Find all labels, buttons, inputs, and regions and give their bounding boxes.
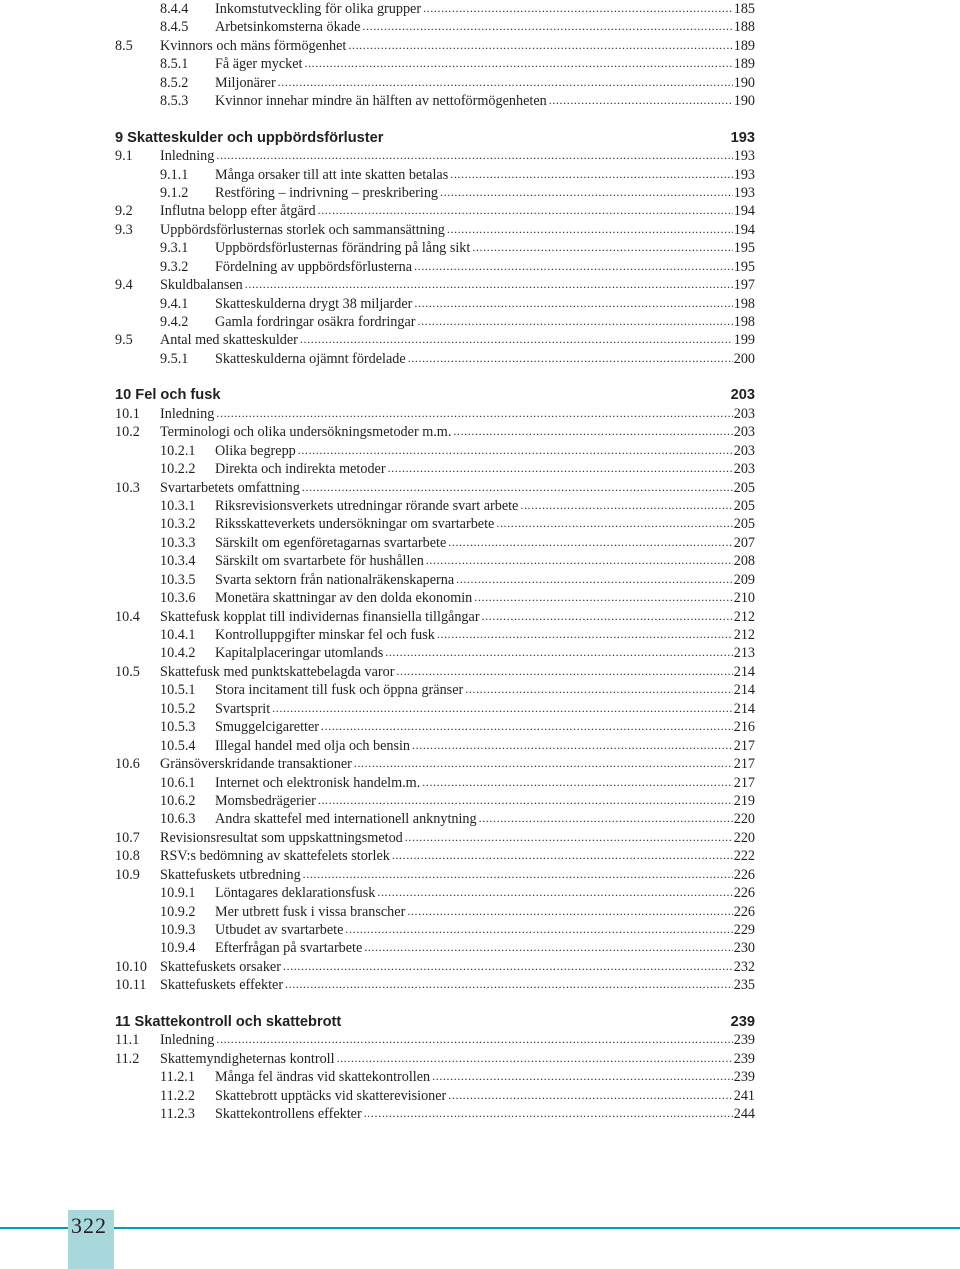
section-number: 10.9.1	[160, 885, 196, 902]
section-title: Olika begrepp	[215, 442, 296, 459]
section-page: 213	[733, 645, 755, 662]
section-page: 220	[733, 829, 755, 846]
toc-subsection-entry	[115, 442, 755, 460]
section-title: Internet och elektronisk handelm.m.	[215, 774, 421, 791]
section-number: 10.3.4	[160, 553, 196, 570]
section-number: 10.3	[115, 479, 140, 496]
section-title: Riksskatteverkets undersökningar om svartarbete	[215, 516, 495, 533]
section-page: 209	[733, 571, 755, 588]
section-page: 207	[733, 534, 755, 551]
section-number: 9.1	[115, 148, 133, 165]
section-number: 11.2.3	[160, 1105, 195, 1122]
section-page: 197	[733, 277, 755, 294]
toc-section-entry	[115, 331, 755, 349]
toc-subsection-entry	[115, 718, 755, 736]
table-of-contents	[115, 0, 755, 1123]
section-title: Riksrevisionsverkets utredningar rörande svart arbete	[215, 497, 519, 514]
section-title: Efterfrågan på svartarbete	[215, 940, 363, 957]
section-number: 10.6.2	[160, 792, 196, 809]
section-title: Många orsaker till att inte skatten betalas	[215, 166, 449, 183]
toc-subsection-entry	[115, 903, 755, 921]
dot-leader	[272, 699, 733, 717]
dot-leader	[345, 920, 732, 938]
section-title: Utbudet av svartarbete	[215, 922, 344, 938]
toc-section-entry	[115, 479, 755, 497]
dot-leader	[437, 625, 733, 643]
dot-leader	[440, 183, 733, 201]
section-page: 188	[733, 19, 755, 36]
section-page: 212	[733, 608, 755, 625]
dot-leader	[278, 73, 733, 91]
section-number: 10.6	[115, 756, 140, 773]
dot-leader	[479, 809, 733, 827]
section-title: Andra skattefel med internationell anknytning	[215, 811, 477, 828]
dot-leader	[450, 165, 732, 183]
section-number: 9.3	[115, 221, 133, 238]
section-title: Få äger mycket	[215, 56, 303, 73]
section-page: 185	[733, 1, 755, 17]
section-page: 195	[733, 258, 755, 275]
dot-leader	[348, 36, 732, 54]
section-title: Skattefuskets orsaker	[160, 958, 281, 975]
dot-leader	[465, 680, 732, 698]
dot-leader	[447, 220, 733, 238]
section-number: 10.1	[115, 405, 140, 422]
section-page: 203	[733, 442, 755, 459]
toc-subsection-entry	[115, 626, 755, 644]
page-number: 322	[71, 1213, 107, 1238]
toc-section-entry	[115, 202, 755, 220]
dot-leader	[418, 312, 733, 330]
toc-section-entry	[115, 37, 755, 55]
section-number: 10.8	[115, 848, 140, 865]
section-title: Svartsprit	[215, 700, 271, 717]
toc-subsection-entry	[115, 295, 755, 313]
dot-leader	[408, 349, 733, 367]
section-title: Gränsöverskridande transaktioner	[160, 756, 352, 773]
section-title: Skuldbalansen	[160, 277, 243, 294]
dot-leader	[245, 275, 733, 293]
section-number: 9.5.1	[160, 350, 189, 367]
section-page: 219	[733, 792, 755, 809]
section-title: Skatteskulderna ojämnt fördelade	[215, 350, 406, 367]
section-number: 10.5.4	[160, 737, 196, 754]
section-page: 241	[733, 1087, 755, 1104]
toc-subsection-entry	[115, 921, 755, 939]
section-page: 189	[733, 37, 755, 54]
toc-subsection-entry	[115, 1105, 755, 1123]
section-title: Revisionsresultat som uppskattningsmetod	[160, 829, 403, 846]
toc-subsection-entry	[115, 589, 755, 607]
dot-leader	[474, 588, 732, 606]
section-page: 189	[733, 56, 755, 73]
toc-section-entry	[115, 147, 755, 165]
dot-leader	[407, 902, 732, 920]
toc-subsection-entry	[115, 1068, 755, 1086]
section-number: 9.4.1	[160, 295, 189, 312]
section-title: Svarta sektorn från nationalräkenskaperna	[215, 571, 455, 588]
toc-subsection-entry	[115, 239, 755, 257]
section-number: 9.4	[115, 277, 133, 294]
toc-section-entry	[115, 608, 755, 626]
chapter-title: 11 Skattekontroll och skattebrott	[115, 1013, 342, 1030]
section-title: Inledning	[160, 405, 215, 422]
dot-leader	[364, 1104, 733, 1122]
section-title: Skatteskulderna drygt 38 miljarder	[215, 295, 413, 312]
section-page: 205	[733, 497, 755, 514]
section-title: Stora incitament till fusk och öppna gränser	[215, 682, 464, 699]
section-page: 235	[733, 977, 755, 994]
section-number: 10.3.6	[160, 590, 196, 607]
section-title: Kontrolluppgifter minskar fel och fusk	[215, 627, 435, 643]
toc-section-entry	[115, 423, 755, 441]
section-number: 10.10	[115, 958, 147, 975]
dot-leader	[423, 0, 733, 17]
dot-leader	[216, 404, 732, 422]
section-title: Skattefusk kopplat till individernas finansiella tillgångar	[160, 608, 480, 625]
toc-section-entry	[115, 663, 755, 681]
dot-leader	[304, 54, 732, 72]
toc-subsection-entry	[115, 571, 755, 589]
chapter-page: 203	[730, 387, 755, 404]
section-page: 210	[733, 590, 755, 607]
section-title: Skattefuskets utbredning	[160, 866, 301, 883]
section-number: 8.5	[115, 37, 133, 54]
dot-leader	[285, 975, 733, 993]
dot-leader	[321, 717, 733, 735]
section-number: 8.5.2	[160, 74, 189, 91]
footer-rule	[0, 1227, 960, 1229]
section-page: 214	[733, 663, 755, 680]
dot-leader	[337, 1049, 733, 1067]
section-title: Monetära skattningar av den dolda ekonomin	[215, 590, 473, 607]
dot-leader	[456, 570, 733, 588]
section-page: 239	[733, 1050, 755, 1067]
section-title: Svartarbetets omfattning	[160, 479, 300, 496]
dot-leader	[354, 754, 733, 772]
section-page: 193	[733, 184, 755, 201]
section-title: Terminologi och olika undersökningsmetoder m.m.	[160, 424, 452, 441]
chapter-page: 193	[730, 129, 755, 146]
toc-subsection-entry	[115, 92, 755, 110]
section-title: Kapitalplaceringar utomlands	[215, 645, 384, 662]
toc-section-entry	[115, 405, 755, 423]
section-number: 10.5.2	[160, 700, 196, 717]
section-title: Fördelning av uppbördsförlusterna	[215, 258, 413, 275]
section-page: 193	[733, 148, 755, 165]
toc-subsection-entry	[115, 313, 755, 331]
section-number: 11.2.1	[160, 1069, 195, 1086]
section-page: 214	[733, 682, 755, 699]
dot-leader	[396, 662, 732, 680]
dot-leader	[448, 1086, 732, 1104]
section-title: Löntagares deklarationsfusk	[215, 885, 376, 902]
section-number: 10.2	[115, 424, 140, 441]
section-title: Antal med skatteskulder	[160, 332, 298, 349]
dot-leader	[364, 938, 732, 956]
section-number: 9.5	[115, 332, 133, 349]
toc-subsection-entry	[115, 552, 755, 570]
section-title: Inkomstutveckling för olika grupper	[215, 1, 422, 17]
dot-leader	[392, 846, 733, 864]
section-number: 9.1.2	[160, 184, 189, 201]
section-page: 220	[733, 811, 755, 828]
section-number: 9.3.1	[160, 240, 189, 257]
dot-leader	[298, 441, 733, 459]
section-page: 217	[733, 756, 755, 773]
section-number: 8.5.1	[160, 56, 189, 73]
section-title: Influtna belopp efter åtgärd	[160, 203, 316, 220]
toc-subsection-entry	[115, 74, 755, 92]
section-page: 226	[733, 866, 755, 883]
section-title: Smuggelcigaretter	[215, 719, 320, 736]
section-page: 244	[733, 1105, 755, 1122]
dot-leader	[388, 459, 733, 477]
toc-subsection-entry	[115, 774, 755, 792]
section-number: 11.2	[115, 1050, 140, 1067]
section-title: Särskilt om egenföretagarnas svartarbete	[215, 534, 447, 551]
section-title: RSV:s bedömning av skattefelets storlek	[160, 848, 390, 865]
toc-subsection-entry	[115, 460, 755, 478]
section-number: 10.3.1	[160, 497, 196, 514]
dot-leader	[318, 791, 733, 809]
section-number: 10.5.3	[160, 719, 196, 736]
section-page: 217	[733, 774, 755, 791]
section-title: Många fel ändras vid skattekontrollen	[215, 1069, 431, 1086]
section-page: 203	[733, 424, 755, 441]
section-number: 8.4.4	[160, 1, 189, 17]
section-number: 10.3.5	[160, 571, 196, 588]
section-title: Illegal handel med olja och bensin	[215, 737, 411, 754]
chapter-heading	[115, 129, 755, 147]
dot-leader	[385, 643, 732, 661]
section-page: 203	[733, 461, 755, 478]
section-page: 217	[733, 737, 755, 754]
toc-subsection-entry	[115, 55, 755, 73]
toc-subsection-entry	[115, 1087, 755, 1105]
section-page: 239	[733, 1069, 755, 1086]
section-number: 8.4.5	[160, 19, 189, 36]
section-page: 193	[733, 166, 755, 183]
section-page: 232	[733, 958, 755, 975]
section-title: Kvinnors och mäns förmögenhet	[160, 37, 347, 54]
section-page: 194	[733, 203, 755, 220]
section-number: 10.4	[115, 608, 140, 625]
toc-section-entry	[115, 847, 755, 865]
dot-leader	[520, 496, 732, 514]
section-title: Skattemyndigheternas kontroll	[160, 1050, 335, 1067]
section-page: 212	[733, 627, 755, 643]
toc-subsection-entry	[115, 681, 755, 699]
toc-subsection-entry	[115, 515, 755, 533]
toc-subsection-entry	[115, 166, 755, 184]
section-title: Skattefusk med punktskattebelagda varor	[160, 663, 395, 680]
section-number: 10.3.2	[160, 516, 196, 533]
section-number: 10.7	[115, 829, 140, 846]
dot-leader	[414, 257, 733, 275]
section-page: 190	[733, 74, 755, 91]
dot-leader	[216, 1030, 732, 1048]
chapter-heading	[115, 1013, 755, 1031]
section-title: Kvinnor innehar mindre än hälften av nettoförmögenheten	[215, 93, 547, 110]
section-number: 9.1.1	[160, 166, 189, 183]
toc-subsection-entry	[115, 350, 755, 368]
toc-subsection-entry	[115, 534, 755, 552]
dot-leader	[422, 773, 732, 791]
section-page: 229	[733, 922, 755, 938]
section-number: 10.2.1	[160, 442, 196, 459]
section-page: 198	[733, 314, 755, 330]
section-number: 10.5	[115, 663, 140, 680]
section-title: Direkta och indirekta metoder	[215, 461, 386, 478]
dot-leader	[412, 736, 733, 754]
dot-leader	[216, 146, 732, 164]
toc-subsection-entry	[115, 258, 755, 276]
dot-leader	[426, 551, 733, 569]
dot-leader	[303, 865, 733, 883]
toc-subsection-entry	[115, 184, 755, 202]
section-page: 198	[733, 295, 755, 312]
section-title: Skattekontrollens effekter	[215, 1105, 362, 1122]
chapter-title: 10 Fel och fusk	[115, 387, 221, 404]
toc-subsection-entry	[115, 700, 755, 718]
dot-leader	[453, 422, 732, 440]
section-page: 239	[733, 1032, 755, 1049]
section-page: 200	[733, 350, 755, 367]
dot-leader	[302, 478, 733, 496]
section-title: Miljonärer	[215, 74, 276, 91]
chapter-title: 9 Skatteskulder och uppbördsförluster	[115, 129, 384, 146]
toc-section-entry	[115, 958, 755, 976]
dot-leader	[549, 91, 733, 109]
section-number: 10.9.4	[160, 940, 196, 957]
section-number: 9.3.2	[160, 258, 189, 275]
section-title: Särskilt om svartarbete för hushållen	[215, 553, 424, 570]
toc-section-entry	[115, 976, 755, 994]
toc-subsection-entry	[115, 0, 755, 18]
toc-subsection-entry	[115, 810, 755, 828]
dot-leader	[283, 957, 733, 975]
section-page: 190	[733, 93, 755, 110]
section-title: Uppbördsförlusternas storlek och sammansättning	[160, 221, 445, 238]
section-page: 195	[733, 240, 755, 257]
section-number: 11.1	[115, 1032, 140, 1049]
section-title: Restföring – indrivning – preskribering	[215, 184, 439, 201]
chapter-page: 239	[730, 1013, 755, 1030]
section-title: Mer utbrett fusk i vissa branscher	[215, 903, 406, 920]
toc-subsection-entry	[115, 18, 755, 36]
section-number: 8.5.3	[160, 93, 189, 110]
section-page: 230	[733, 940, 755, 957]
dot-leader	[318, 201, 733, 219]
section-page: 199	[733, 332, 755, 349]
toc-subsection-entry	[115, 497, 755, 515]
section-page: 205	[733, 516, 755, 533]
dot-leader	[414, 294, 732, 312]
toc-subsection-entry	[115, 792, 755, 810]
section-page: 222	[733, 848, 755, 865]
toc-section-entry	[115, 1050, 755, 1068]
section-page: 214	[733, 700, 755, 717]
section-number: 10.9.3	[160, 922, 196, 938]
toc-section-entry	[115, 829, 755, 847]
dot-leader	[362, 17, 732, 35]
toc-subsection-entry	[115, 644, 755, 662]
section-page: 208	[733, 553, 755, 570]
section-title: Arbetsinkomsterna ökade	[215, 19, 361, 36]
section-number: 10.4.1	[160, 627, 196, 643]
section-page: 226	[733, 903, 755, 920]
section-number: 10.5.1	[160, 682, 196, 699]
section-number: 10.4.2	[160, 645, 196, 662]
section-title: Inledning	[160, 148, 215, 165]
section-number: 9.4.2	[160, 314, 189, 330]
section-number: 10.6.1	[160, 774, 196, 791]
toc-section-entry	[115, 755, 755, 773]
section-page: 226	[733, 885, 755, 902]
toc-section-entry	[115, 221, 755, 239]
dot-leader	[432, 1067, 733, 1085]
section-number: 10.9.2	[160, 903, 196, 920]
toc-subsection-entry	[115, 884, 755, 902]
chapter-heading	[115, 386, 755, 404]
section-page: 194	[733, 221, 755, 238]
toc-subsection-entry	[115, 939, 755, 957]
dot-leader	[496, 514, 732, 532]
section-title: Inledning	[160, 1032, 215, 1049]
section-number: 9.2	[115, 203, 133, 220]
dot-leader	[300, 330, 733, 348]
section-title: Uppbördsförlusternas förändring på lång sikt	[215, 240, 471, 257]
dot-leader	[405, 828, 733, 846]
section-number: 10.11	[115, 977, 147, 994]
toc-section-entry	[115, 1031, 755, 1049]
section-number: 10.6.3	[160, 811, 196, 828]
section-page: 216	[733, 719, 755, 736]
toc-subsection-entry	[115, 737, 755, 755]
dot-leader	[482, 607, 733, 625]
section-number: 10.3.3	[160, 534, 196, 551]
section-number: 10.9	[115, 866, 140, 883]
section-number: 11.2.2	[160, 1087, 195, 1104]
section-page: 205	[733, 479, 755, 496]
dot-leader	[377, 883, 732, 901]
section-title: Skattefuskets effekter	[160, 977, 284, 994]
section-number: 10.2.2	[160, 461, 196, 478]
section-title: Skattebrott upptäcks vid skatterevisioner	[215, 1087, 447, 1104]
dot-leader	[472, 238, 732, 256]
section-page: 203	[733, 405, 755, 422]
dot-leader	[448, 533, 732, 551]
toc-section-entry	[115, 866, 755, 884]
section-title: Gamla fordringar osäkra fordringar	[215, 314, 416, 330]
section-title: Momsbedrägerier	[215, 792, 316, 809]
toc-section-entry	[115, 276, 755, 294]
